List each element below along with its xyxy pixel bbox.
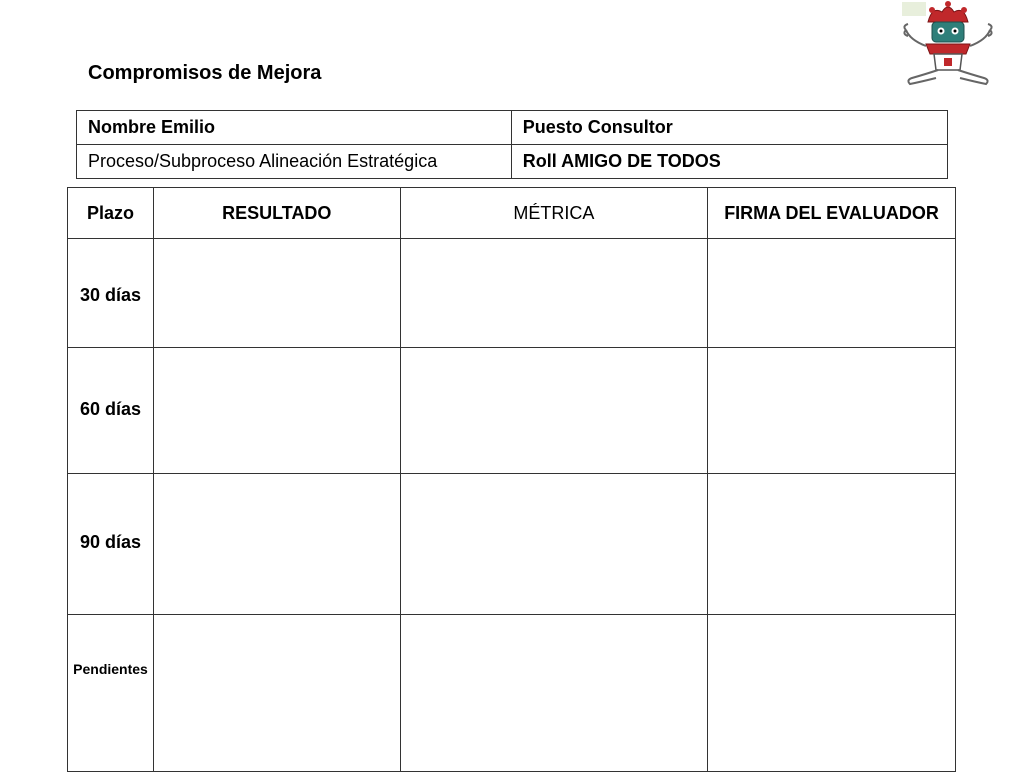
pendientes-metrica-cell[interactable] — [400, 615, 708, 772]
employee-role: Roll AMIGO DE TODOS — [511, 145, 947, 179]
pendientes-label: Pendientes — [68, 615, 154, 772]
jester-mascot-logo-icon — [896, 0, 1000, 88]
firma-cell[interactable] — [708, 474, 956, 615]
pendientes-firma-cell[interactable] — [708, 615, 956, 772]
metrica-cell[interactable] — [400, 239, 707, 348]
firma-cell[interactable] — [708, 348, 956, 474]
header-resultado: RESULTADO — [153, 188, 400, 239]
pendientes-row — [68, 615, 956, 772]
pendientes-resultado-cell[interactable] — [153, 615, 400, 772]
resultado-cell[interactable] — [153, 348, 400, 474]
table-row — [68, 348, 956, 474]
info-row-process — [77, 145, 948, 179]
process-subprocess: Proceso/Subproceso Alineación Estratégica — [77, 145, 512, 179]
resultado-cell[interactable] — [153, 474, 400, 615]
pendientes-table — [67, 614, 956, 772]
page-title: Compromisos de Mejora — [88, 62, 322, 84]
firma-cell[interactable] — [708, 239, 956, 348]
header-firma: FIRMA DEL EVALUADOR — [708, 188, 956, 239]
table-row — [68, 474, 956, 615]
table-header-row — [68, 188, 956, 239]
table-row — [68, 239, 956, 348]
employee-position: Puesto Consultor — [511, 111, 947, 145]
plazo-cell: 60 días — [68, 348, 154, 474]
header-plazo: Plazo — [68, 188, 154, 239]
header-metrica: MÉTRICA — [400, 188, 707, 239]
employee-info-table — [76, 110, 948, 179]
improvement-commitments-table — [67, 187, 956, 615]
metrica-cell[interactable] — [400, 348, 707, 474]
plazo-cell: 30 días — [68, 239, 154, 348]
info-row-name — [77, 111, 948, 145]
plazo-cell: 90 días — [68, 474, 154, 615]
employee-name: Nombre Emilio — [77, 111, 512, 145]
metrica-cell[interactable] — [400, 474, 707, 615]
resultado-cell[interactable] — [153, 239, 400, 348]
